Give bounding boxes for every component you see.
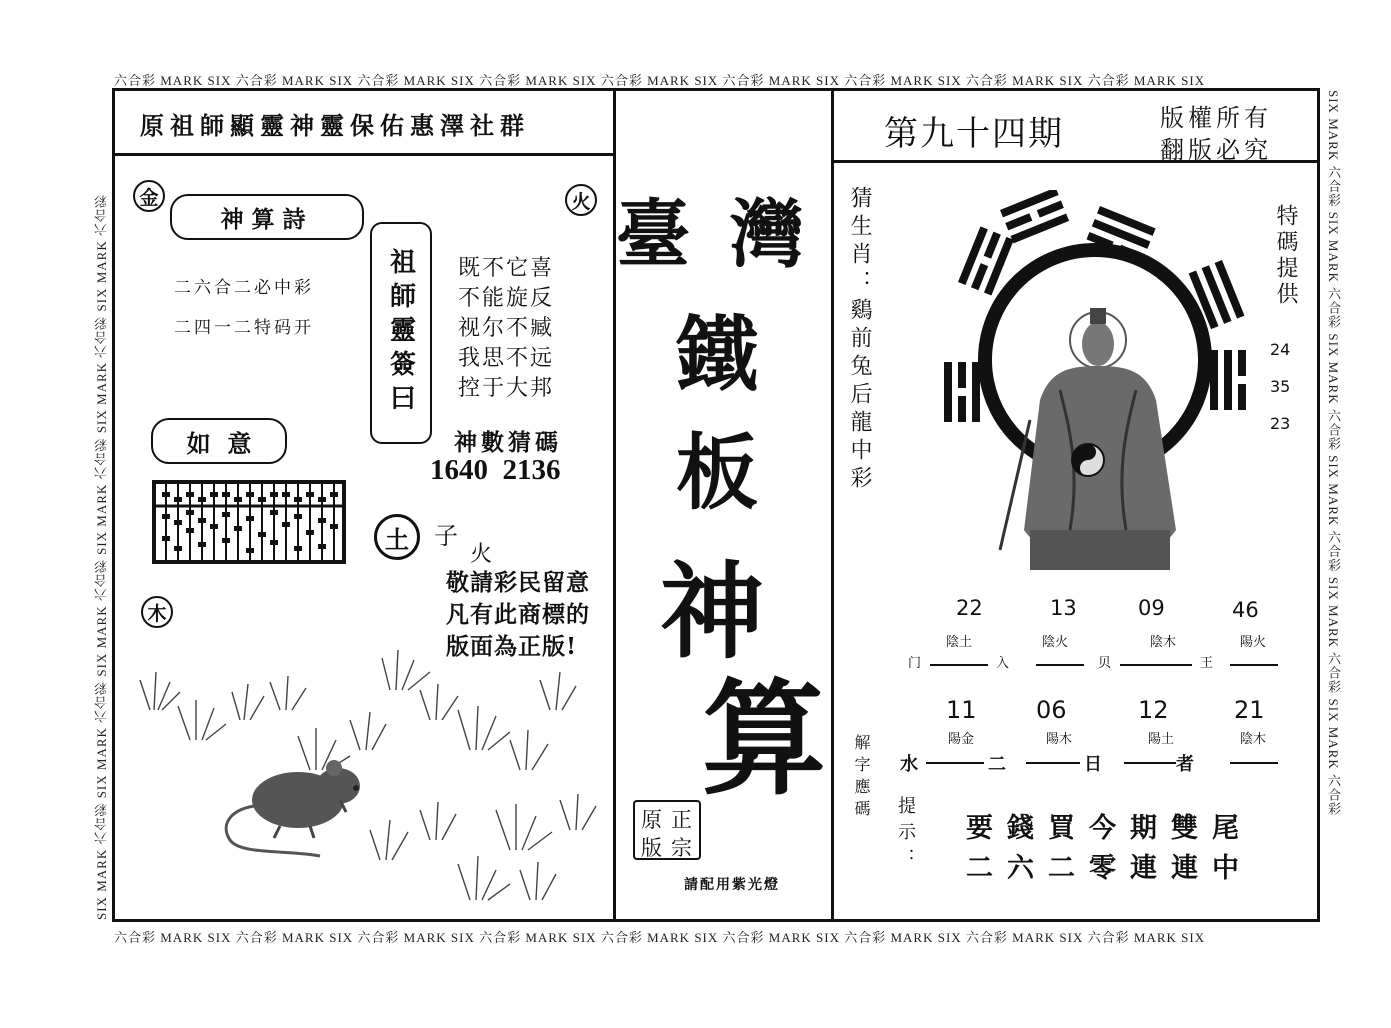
notice-line-3: 版面為正版!: [446, 633, 578, 660]
issue-title: 第九十四期: [884, 114, 1064, 154]
left-header-title: 原祖師顯靈神靈保佑惠澤社群: [140, 111, 530, 140]
element-metal-badge: 金: [133, 180, 165, 212]
title-char-wan: 灣: [730, 192, 804, 278]
verse-line-5: 控于大邦: [458, 376, 555, 401]
row1-number-2: 13: [1050, 596, 1077, 620]
decode-label: 解字應碼: [852, 734, 871, 822]
verse-line-3: 视尔不臧: [458, 316, 555, 341]
zi-char: 子: [434, 522, 458, 550]
row1-char-2: 入: [996, 656, 1010, 671]
left-header-rule: [112, 153, 615, 156]
slogan-line-1: 要錢買今期雙尾: [966, 813, 1253, 844]
title-char-tie: 鐵: [676, 307, 759, 403]
special-number-3: 23: [1270, 414, 1291, 433]
border-strip-bottom: 六合彩 MARK SIX 六合彩 MARK SIX 六合彩 MARK SIX 六合彩 MARK SIX 六合彩 MARK SIX 六合彩 MARK SIX 六合彩 MARK SIX 六合彩 MARK SIX 六合彩 MARK SIX: [114, 930, 1206, 945]
row1-char-3: 贝: [1098, 656, 1112, 671]
oracle-label: 祖師靈簽曰: [385, 248, 416, 418]
element-earth-badge: 土: [374, 514, 420, 560]
title-char-shen: 神: [660, 550, 765, 673]
poem-title-box: [170, 194, 364, 240]
zodiac-hint: 猜生肖：鷄前兔后龍中彩: [847, 186, 872, 494]
row1-char-1: 门: [908, 656, 922, 671]
row2-number-1: 11: [946, 696, 977, 724]
row1-underline-1: [930, 664, 988, 666]
poem-line-2: 二四一二特码开: [174, 318, 314, 338]
row1-label-2: 陰火: [1042, 635, 1069, 650]
row2-char-2: 二: [988, 754, 1006, 775]
row2-char-3: 日: [1084, 754, 1102, 775]
border-strip-left: SIX MARK 六合彩 SIX MARK 六合彩 SIX MARK 六合彩 SIX MARK 六合彩 SIX MARK 六合彩 SIX MARK 六合彩: [94, 194, 109, 920]
ruyi-box: [151, 418, 287, 464]
row2-underline-2: [1026, 762, 1080, 764]
notice-line-2: 凡有此商標的: [446, 601, 590, 628]
fire-small-char: 火: [470, 542, 493, 567]
element-fire-badge: 火: [565, 184, 597, 216]
row1-char-4: 王: [1200, 656, 1214, 671]
stamp-seal: [633, 800, 701, 860]
border-strip-top: 六合彩 MARK SIX 六合彩 MARK SIX 六合彩 MARK SIX 六合彩 MARK SIX 六合彩 MARK SIX 六合彩 MARK SIX 六合彩 MARK SIX 六合彩 MARK SIX 六合彩 MARK SIX: [114, 73, 1206, 88]
ruyi-label: 如 意: [186, 428, 252, 458]
verse-line-1: 既不它喜: [458, 256, 555, 281]
row2-char-4: 者: [1176, 754, 1194, 775]
row2-underline-4: [1230, 762, 1278, 764]
special-label: 特碼提供: [1273, 204, 1298, 308]
guess-label: 神數猜碼: [454, 429, 562, 456]
hint-label: 提示：: [895, 796, 916, 874]
row1-underline-3: [1120, 664, 1192, 666]
special-number-1: 24: [1270, 340, 1291, 359]
row1-underline-4: [1230, 664, 1278, 666]
verse-line-2: 不能旋反: [458, 286, 555, 311]
row1-number-4: 46: [1232, 598, 1259, 622]
row2-underline-1: [926, 762, 984, 764]
row2-label-1: 陽金: [948, 732, 975, 747]
mouse-grass-illustration: [130, 650, 610, 910]
row2-underline-3: [1124, 762, 1176, 764]
row2-label-3: 陽土: [1148, 732, 1175, 747]
abacus-illustration: [152, 480, 346, 564]
notice-line-1: 敬請彩民留意: [446, 569, 590, 596]
row2-number-4: 21: [1234, 696, 1265, 724]
row1-underline-2: [1036, 664, 1084, 666]
seal-char-yuan: 原: [641, 808, 662, 832]
poem-line-1: 二六合二必中彩: [174, 278, 314, 298]
row2-number-2: 06: [1036, 696, 1067, 724]
row1-label-1: 陰土: [946, 635, 973, 650]
row1-number-1: 22: [956, 596, 983, 620]
divider-right: [831, 88, 834, 922]
poem-title: 神算詩: [220, 205, 314, 233]
row1-label-3: 陰木: [1150, 635, 1177, 650]
element-wood-badge: 木: [141, 596, 173, 628]
verse-line-4: 我思不远: [458, 346, 555, 371]
seal-char-ban: 版: [641, 836, 662, 860]
bagua-deity-illustration: [940, 190, 1250, 580]
title-char-ban: 板: [676, 425, 759, 521]
row1-label-4: 陽火: [1240, 635, 1267, 650]
uv-light-footer: 請配用紫光燈: [684, 877, 780, 893]
seal-char-zong: 宗: [671, 836, 692, 860]
row2-label-4: 陰木: [1240, 732, 1267, 747]
title-char-suan: 算: [702, 667, 827, 812]
title-char-tai: 臺: [616, 192, 690, 278]
row2-label-2: 陽木: [1046, 732, 1073, 747]
seal-char-zheng: 正: [671, 808, 692, 832]
row2-number-3: 12: [1138, 696, 1169, 724]
copyright-line-2: 翻版必究: [1160, 136, 1272, 164]
oracle-box: [370, 222, 432, 444]
row1-number-3: 09: [1138, 596, 1165, 620]
special-number-2: 35: [1270, 377, 1291, 396]
slogan-line-2: 二六二零連連中: [966, 853, 1253, 884]
row2-char-1: 水: [900, 754, 918, 775]
copyright-line-1: 版權所有: [1160, 104, 1272, 132]
border-strip-right: SIX MARK 六合彩 SIX MARK 六合彩 SIX MARK 六合彩 SIX MARK 六合彩 SIX MARK 六合彩 SIX MARK 六合彩: [1326, 90, 1341, 816]
guess-numbers: 1640 2136: [430, 454, 561, 486]
